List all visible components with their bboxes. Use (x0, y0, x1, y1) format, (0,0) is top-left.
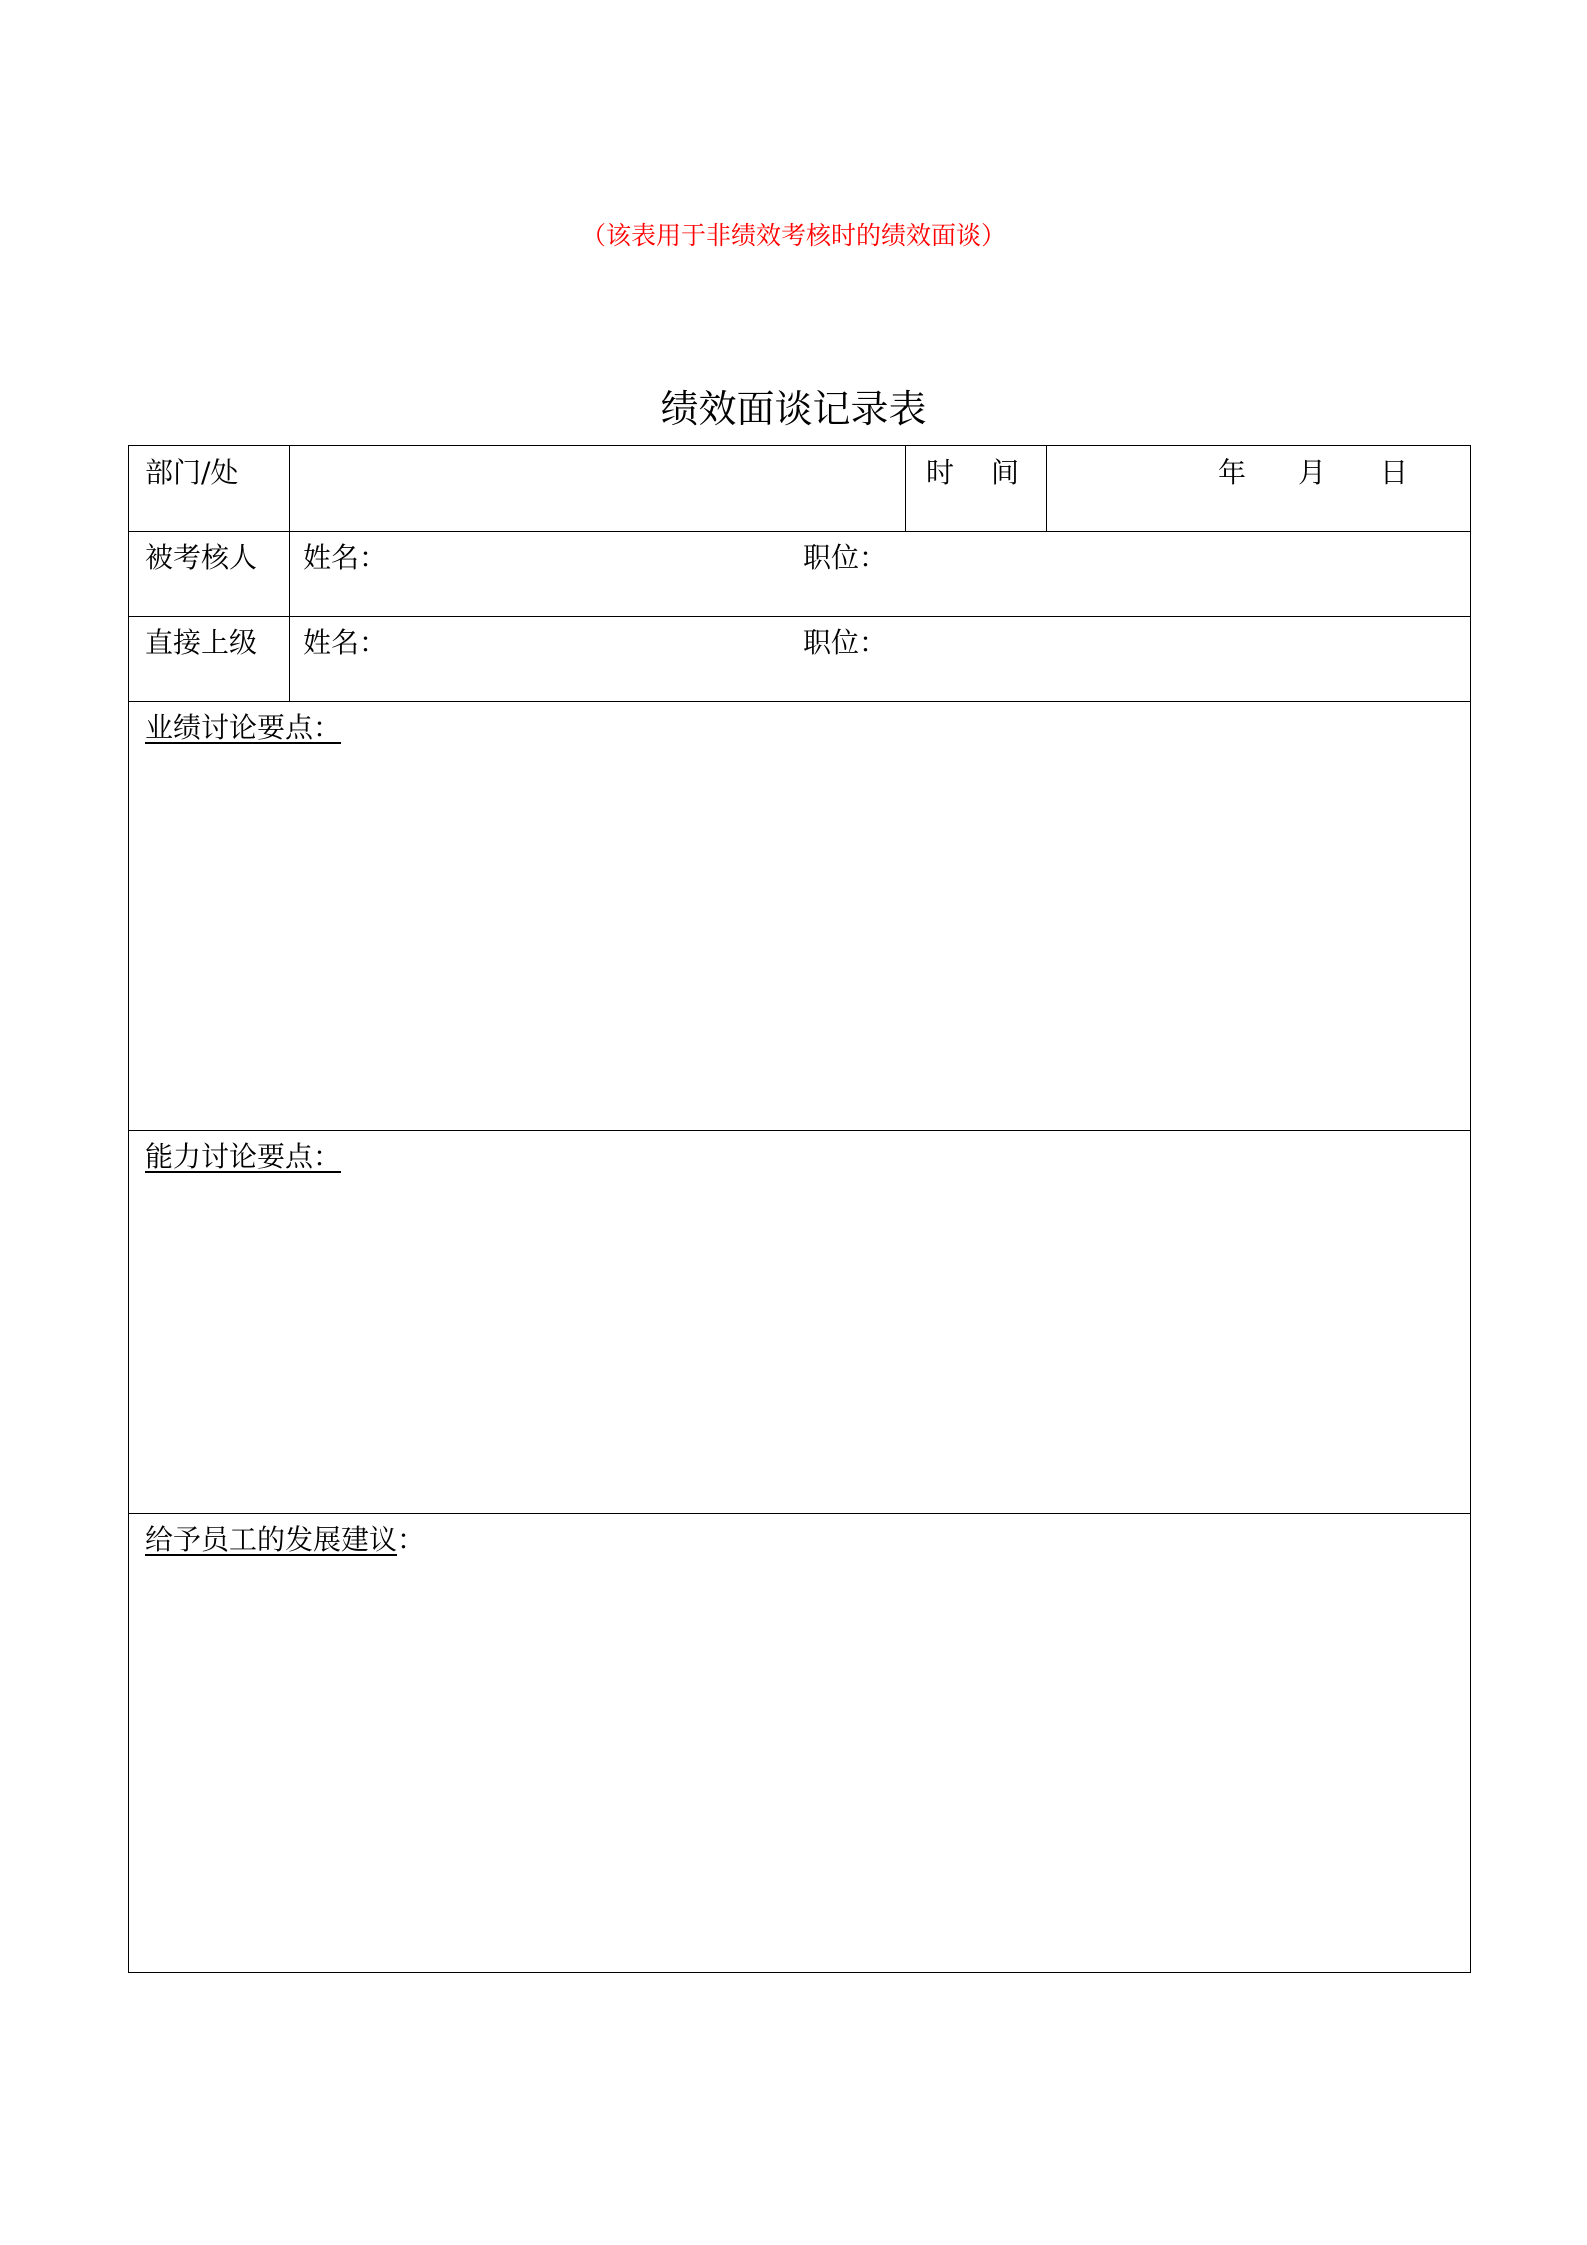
ability-discussion-label: 能力讨论要点： (145, 1140, 342, 1173)
performance-discussion-field[interactable] (129, 750, 1469, 1128)
appraisee-label: 被考核人 (145, 541, 258, 574)
dept-field[interactable] (290, 446, 904, 530)
supervisor-position-field[interactable]: 职位： (803, 626, 888, 659)
row-divider (128, 531, 1470, 532)
development-suggestion-field[interactable] (129, 1562, 1469, 1970)
development-suggestion-text: 给予员工的发展建议 (145, 1523, 398, 1556)
form-title: 绩效面谈记录表 (660, 387, 927, 431)
col-divider (1046, 445, 1047, 531)
month-label[interactable]: 月 (1298, 456, 1327, 489)
table-border-right (1470, 445, 1471, 1973)
row-divider (128, 1513, 1470, 1514)
table-border-bottom (128, 1972, 1470, 1973)
col-divider (905, 445, 906, 531)
year-label[interactable]: 年 (1218, 456, 1247, 489)
supervisor-label: 直接上级 (145, 626, 258, 659)
dept-label: 部门/处 (145, 456, 239, 489)
supervisor-name-field[interactable]: 姓名： (303, 626, 388, 659)
usage-note: （该表用于非绩效考核时的绩效面谈） (580, 221, 1006, 250)
day-label[interactable]: 日 (1380, 456, 1409, 489)
row-divider (128, 616, 1470, 617)
development-suggestion-colon: ： (397, 1523, 426, 1556)
ability-discussion-field[interactable] (129, 1180, 1469, 1510)
row-divider (128, 701, 1470, 702)
performance-discussion-label: 业绩讨论要点： (145, 711, 342, 744)
development-suggestion-label (145, 1518, 425, 1558)
time-label-2: 间 (991, 456, 1020, 489)
time-label-1: 时 (926, 456, 955, 489)
appraisee-name-field[interactable]: 姓名： (303, 541, 388, 574)
row-divider (128, 1130, 1470, 1131)
appraisee-position-field[interactable]: 职位： (803, 541, 888, 574)
